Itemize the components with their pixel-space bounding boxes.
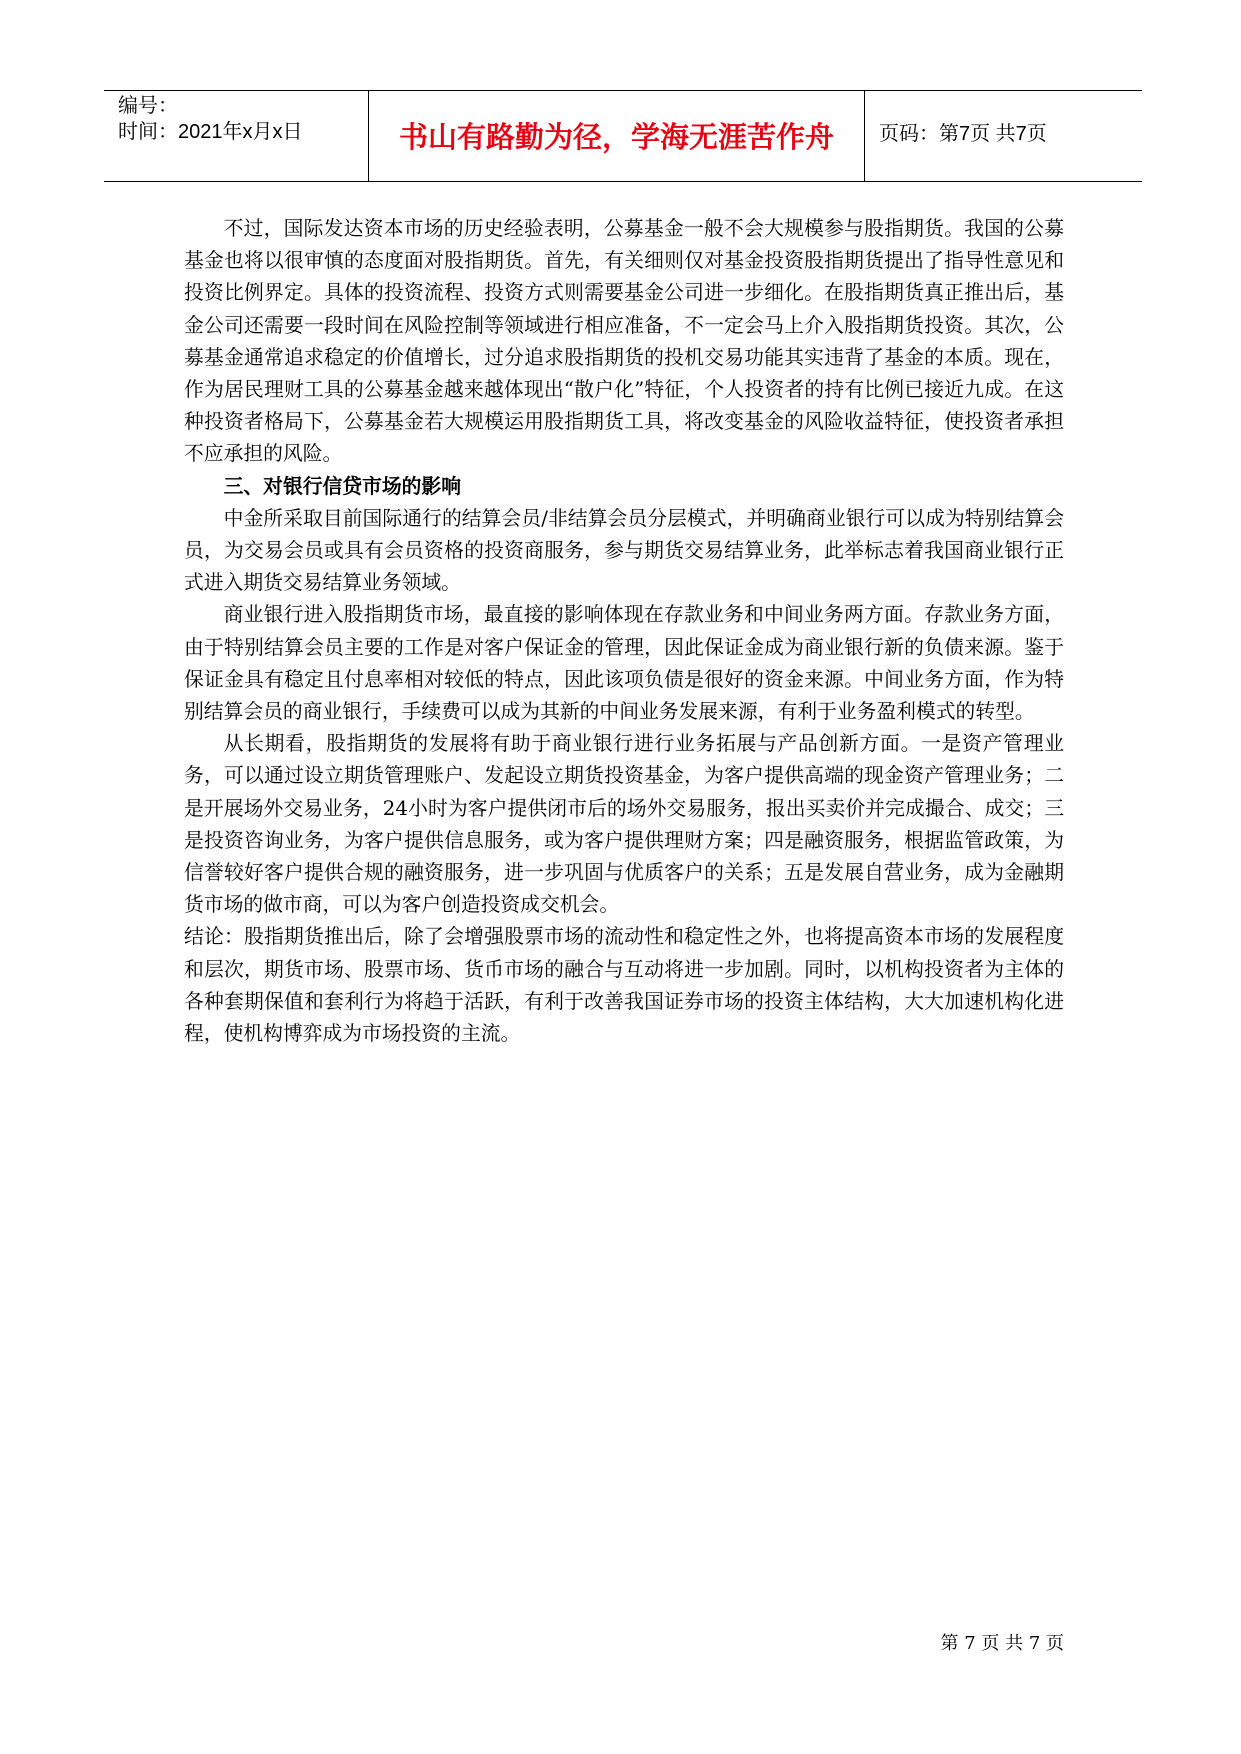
section-heading: 三、对银行信贷市场的影响 xyxy=(223,474,461,498)
conclusion-paragraph: 结论：股指期货推出后，除了会增强股票市场的流动性和稳定性之外，也将提高资本市场的发展程度和层次，期货市场、股票市场、货币市场的融合与互动将进一步加剧。同时，以机构投资者为主体的各种套期保值和套利行为将趋于活跃，有利于改善我国证券市场的投资主体结构，大大加速机构化进程，使机构博弈成为市场投资的主流。 xyxy=(184,925,1064,1046)
page-footer-number: 第 7 页 共 7 页 xyxy=(940,1633,1064,1654)
header-motto: 书山有路勤为径，学海无涯苦作舟 xyxy=(398,120,834,154)
document-number-label: 编号： xyxy=(118,95,178,117)
header-page-cell xyxy=(865,91,1142,181)
page-header xyxy=(104,90,1142,182)
body-paragraph: 商业银行进入股指期货市场，最直接的影响体现在存款业务和中间业务两方面。存款业务方面，由于特别结算会员主要的工作是对客户保证金的管理，因此保证金成为商业银行新的负债来源。鉴于保证金具有稳定且付息率相对较低的特点，因此该项负债是很好的资金来源。中间业务方面，作为特别结算会员的商业银行，手续费可以成为其新的中间业务发展来源，有利于业务盈利模式的转型。 xyxy=(184,603,1064,724)
document-body xyxy=(184,213,1064,1050)
header-motto-cell xyxy=(369,91,865,181)
document-time-label: 时间：2021年x月x日 xyxy=(118,121,303,143)
body-paragraph: 从长期看，股指期货的发展将有助于商业银行进行业务拓展与产品创新方面。一是资产管理业务，可以通过设立期货管理账户、发起设立期货投资基金，为客户提供高端的现金资产管理业务；二是开展场外交易业务，24小时为客户提供闭市后的场外交易服务，报出买卖价并完成撮合、成交；三是投资咨询业务，为客户提供信息服务，或为客户提供理财方案；四是融资服务，根据监管政策，为信誉较好客户提供合规的融资服务，进一步巩固与优质客户的关系；五是发展自营业务，成为金融期货市场的做市商，可以为客户创造投资成交机会。 xyxy=(184,732,1064,917)
body-paragraph: 中金所采取目前国际通行的结算会员/非结算会员分层模式，并明确商业银行可以成为特别结算会员，为交易会员或具有会员资格的投资商服务，参与期货交易结算业务，此举标志着我国商业银行正式进入期货交易结算业务领域。 xyxy=(184,506,1064,595)
body-paragraph: 不过，国际发达资本市场的历史经验表明，公募基金一般不会大规模参与股指期货。我国的公募基金也将以很审慎的态度面对股指期货。首先，有关细则仅对基金投资股指期货提出了指导性意见和投资比例界定。具体的投资流程、投资方式则需要基金公司进一步细化。在股指期货真正推出后，基金公司还需要一段时间在风险控制等领域进行相应准备，不一定会马上介入股指期货投资。其次，公募基金通常追求稳定的价值增长，过分追求股指期货的投机交易功能其实违背了基金的本质。现在，作为居民理财工具的公募基金越来越体现出“散户化”特征，个人投资者的持有比例已接近九成。在这种投资者格局下，公募基金若大规模运用股指期货工具，将改变基金的风险收益特征，使投资者承担不应承担的风险。 xyxy=(184,217,1064,466)
header-page-info: 页码：第7页 共7页 xyxy=(879,123,1047,145)
header-meta-cell xyxy=(104,91,369,181)
